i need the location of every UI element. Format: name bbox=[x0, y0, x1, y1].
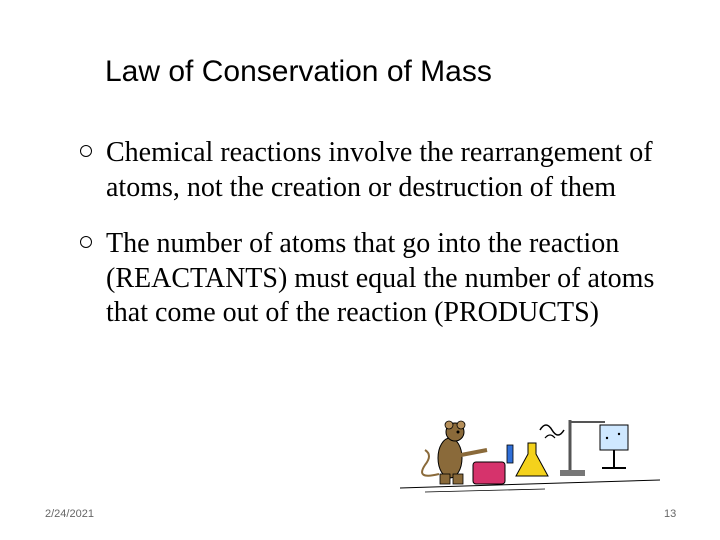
hollow-circle-bullet-icon bbox=[80, 145, 92, 157]
bullet-text: Chemical reactions involve the rearrangement of atoms, not the creation or destruction of them bbox=[106, 137, 653, 203]
footer-date: 2/24/2021 bbox=[45, 508, 94, 520]
bullet-item bbox=[80, 136, 700, 205]
bullet-list bbox=[80, 136, 700, 353]
hollow-circle-bullet-icon bbox=[80, 236, 92, 248]
slide-number: 13 bbox=[664, 508, 677, 520]
bullet-text: The number of atoms that go into the reaction (REACTANTS) must equal the number of atoms that come out of the reaction (PRODUCTS) bbox=[106, 228, 655, 328]
lab-rat-chemist-icon bbox=[395, 410, 665, 495]
slide-title: Law of Conservation of Mass bbox=[105, 55, 492, 88]
bullet-item bbox=[80, 227, 700, 331]
